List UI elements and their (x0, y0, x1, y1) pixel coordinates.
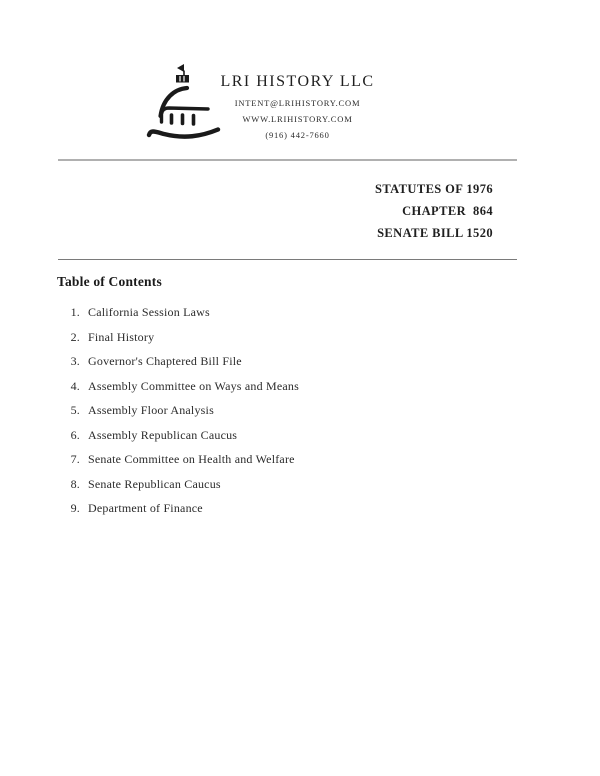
toc-item-label: Assembly Committee on Ways and Means (88, 378, 299, 393)
toc-item (67, 380, 299, 392)
toc-item-label: Department of Finance (88, 501, 203, 515)
logo-flag (177, 64, 184, 72)
toc-item-number: 1. (70, 305, 80, 319)
company-name: LRI HISTORY LLC (220, 73, 375, 90)
toc-item-number: 2. (70, 329, 80, 344)
toc-list (67, 306, 299, 527)
toc-item-number: 7. (70, 452, 80, 466)
toc-item-number: 8. (70, 476, 80, 491)
chapter-line: CHAPTER 864 (402, 204, 493, 218)
toc-item-label: Assembly Floor Analysis (88, 403, 214, 417)
toc-item-label: California Session Laws (88, 305, 210, 319)
toc-item-label: Assembly Republican Caucus (88, 427, 238, 442)
company-email: INTENT@LRIHISTORY.COM (234, 98, 361, 108)
toc-item (67, 453, 299, 465)
toc-item-number: 4. (70, 378, 80, 393)
letterhead (160, 73, 435, 146)
toc-item-label: Senate Republican Caucus (88, 476, 221, 491)
statutes-line: STATUTES OF 1976 (375, 182, 493, 196)
toc-heading: Table of Contents (57, 274, 162, 289)
company-phone: (916) 442-7660 (265, 130, 330, 140)
toc-item (67, 331, 299, 343)
toc-item (67, 306, 299, 318)
toc-item-number: 5. (70, 403, 80, 417)
reference-divider (58, 259, 517, 260)
toc-item (67, 355, 299, 367)
senate-bill-line: SENATE BILL 1520 (377, 226, 493, 240)
header-divider (58, 159, 517, 161)
toc-item-label: Final History (88, 329, 155, 344)
company-website: WWW.LRIHISTORY.COM (242, 114, 353, 124)
toc-item (67, 429, 299, 441)
statute-reference (375, 178, 493, 244)
toc-item (67, 478, 299, 490)
toc-item-number: 6. (70, 427, 80, 442)
toc-item (67, 404, 299, 416)
toc-item-number: 9. (70, 501, 80, 515)
toc-item-number: 3. (70, 354, 80, 368)
toc-item-label: Governor's Chaptered Bill File (88, 354, 242, 368)
toc-item-label: Senate Committee on Health and Welfare (88, 452, 295, 466)
toc-item (67, 502, 299, 514)
